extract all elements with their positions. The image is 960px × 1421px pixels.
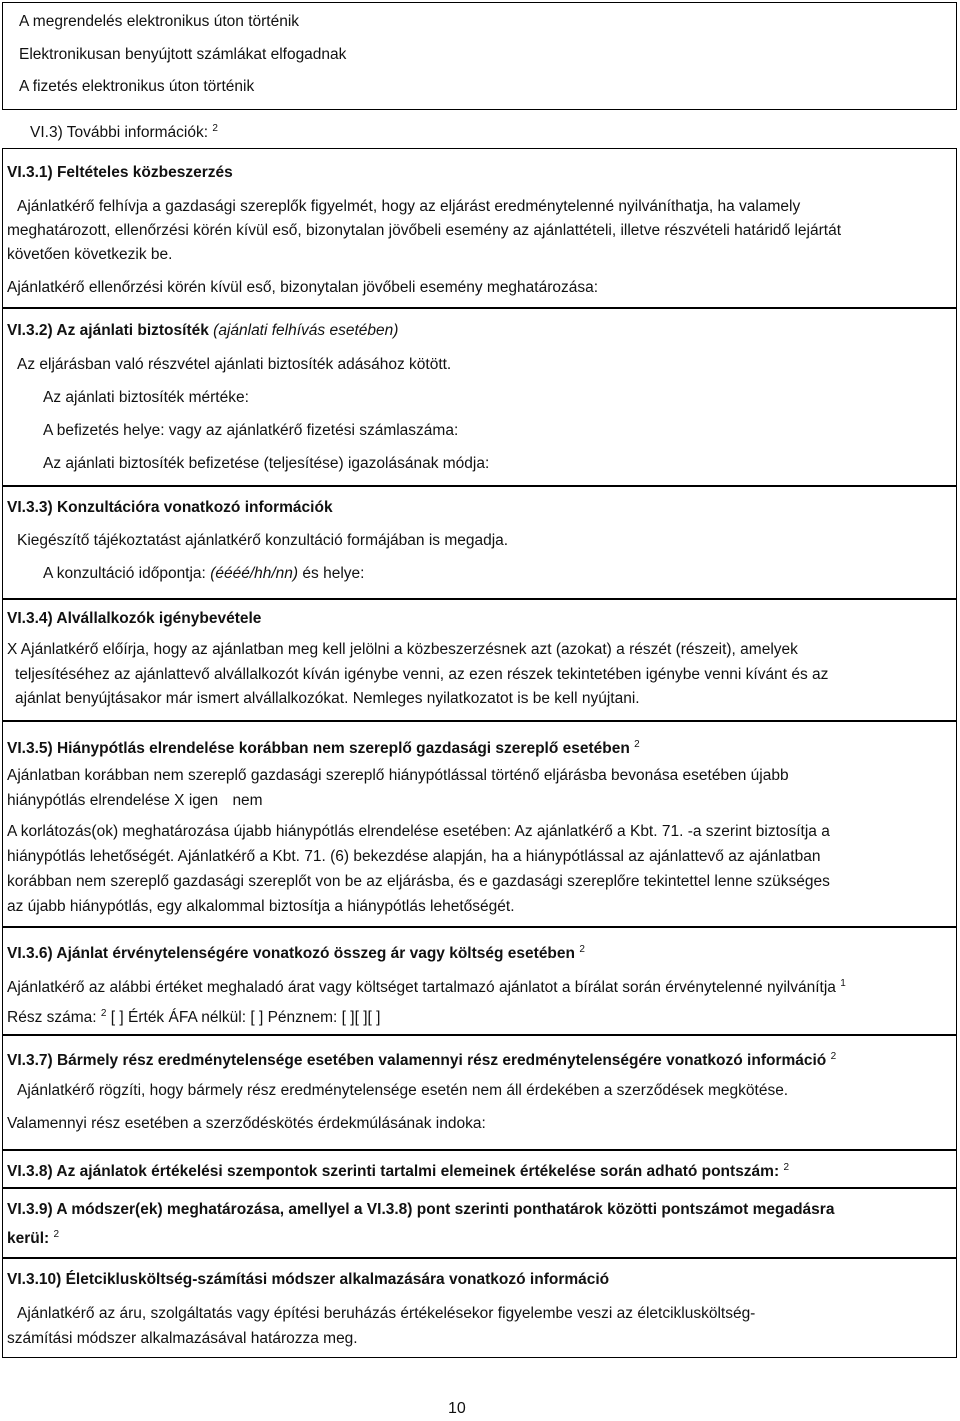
section-heading: VI.3) További információk: $^2$ xyxy=(30,123,218,141)
paragraph-line: Kiegészítő tájékoztatást ajánlatkérő konzultáció formájában is megadja. xyxy=(17,532,509,549)
paragraph-line: ajánlat benyújtásakor már ismert alvállalkozókat. Nemleges nyilatkozatot is be kell nyújtani. xyxy=(15,690,640,707)
section-box-5 xyxy=(2,599,957,721)
section-title: VI.3.10) Életciklusköltség-számítási módszer alkalmazására vonatkozó információ xyxy=(7,1271,610,1288)
section-box-2 xyxy=(2,148,957,308)
section-box-9 xyxy=(2,1150,957,1188)
section-title: VI.3.1) Feltételes közbeszerzés xyxy=(7,164,233,181)
paragraph-line: A konzultáció időpontja: (éééé/hh/nn) és helye: xyxy=(43,565,365,582)
paragraph-line: Ajánlatkérő ellenőrzési körén kívül eső, bizonytalan jövőbeli esemény meghatározása: xyxy=(7,279,599,296)
section-title: VI.3.4) Alvállalkozók igénybevétele xyxy=(7,610,262,627)
paragraph-line: követően következik be. xyxy=(7,246,173,263)
paragraph-line: A befizetés helye: vagy az ajánlatkérő fizetési számlaszáma: xyxy=(43,422,459,439)
section-box-10 xyxy=(2,1188,957,1258)
paragraph-line: Valamennyi rész esetében a szerződéskötés érdekmúlásának indoka: xyxy=(7,1115,486,1132)
section-box-4 xyxy=(2,486,957,599)
list-item: A megrendelés elektronikus úton történik xyxy=(19,13,300,30)
section-title: VI.3.2) Az ajánlati biztosíték (ajánlati felhívás esetében) xyxy=(7,322,399,339)
section-box-7 xyxy=(2,927,957,1035)
section-box-11 xyxy=(2,1258,957,1358)
paragraph-line: Ajánlatkérő az áru, szolgáltatás vagy építési beruházás értékelésekor figyelembe veszi az életciklusköltség- xyxy=(17,1305,756,1322)
paragraph-line: Ajánlatkérő az alábbi értéket meghaladó árat vagy költséget tartalmazó ajánlatot a bírálat során érvénytelenné nyilvánítja $^1$ xyxy=(7,978,846,996)
section-title-continued: kerül: $^2$ xyxy=(7,1229,60,1247)
paragraph-line: Ajánlatkérő felhívja a gazdasági szereplők figyelmét, hogy az eljárást eredménytelenné nyilváníthatja, ha valamely xyxy=(17,198,801,215)
page-number: 10 xyxy=(448,1400,466,1417)
paragraph-line: Az ajánlati biztosíték mértéke: xyxy=(43,389,249,406)
paragraph-line: hiánypótlás lehetőségét. Ajánlatkérő a Kbt. 71. (6) bekezdése alapján, ha a hiánypótlással az ajánlattevő az ajánlatban xyxy=(7,848,821,865)
section-title: VI.3.9) A módszer(ek) meghatározása, amellyel a VI.3.8) pont szerinti ponthatárok közötti pontszámot megadásra xyxy=(7,1201,835,1218)
section-box-6 xyxy=(2,721,957,927)
paragraph-line: Rész száma: $^2$ [ ] Érték ÁFA nélkül: [ ] Pénznem: [ ][ ][ ] xyxy=(7,1008,381,1026)
paragraph-line: hiánypótlás elrendelése X igen nem xyxy=(7,792,263,809)
paragraph-line: számítási módszer alkalmazásával határozza meg. xyxy=(7,1330,358,1347)
section-title: VI.3.5) Hiánypótlás elrendelése korábban nem szereplő gazdasági szereplő esetében $^2$ xyxy=(7,739,640,757)
section-box-1 xyxy=(2,2,957,110)
paragraph-line: meghatározott, ellenőrzési körén kívül eső, bizonytalan jövőbeli esemény az ajánlattételi, illetve részvételi határidő lejártát xyxy=(7,222,842,239)
paragraph-line: teljesítéséhez az ajánlattevő alvállalkozót kíván igénybe venni, az ezen részek tekintetében igénybe venni kívánt és az xyxy=(15,666,829,683)
list-item: A fizetés elektronikus úton történik xyxy=(19,78,255,95)
paragraph-line: az újabb hiánypótlás, egy alkalommal biztosítja a hiánypótlás lehetőségét. xyxy=(7,898,515,915)
section-box-8 xyxy=(2,1035,957,1150)
list-item: Elektronikusan benyújtott számlákat elfogadnak xyxy=(19,46,347,63)
paragraph-line: Ajánlatkérő rögzíti, hogy bármely rész eredménytelensége esetén nem áll érdekében a szerződések megkötése. xyxy=(17,1082,789,1099)
paragraph-line: Az eljárásban való részvétel ajánlati biztosíték adásához kötött. xyxy=(17,356,452,373)
section-title: VI.3.3) Konzultációra vonatkozó információk xyxy=(7,499,333,516)
section-title: VI.3.8) Az ajánlatok értékelési szempontok szerinti tartalmi elemeinek értékelése során adható pontszám: $^2$ xyxy=(7,1162,789,1180)
paragraph-line: Ajánlatban korábban nem szereplő gazdasági szereplő hiánypótlással történő eljárásba bevonása esetében újabb xyxy=(7,767,789,784)
paragraph-line: korábban nem szereplő gazdasági szereplőt von be az eljárásba, és e gazdasági szereplőre tekintettel lenne szükséges xyxy=(7,873,830,890)
section-title: VI.3.6) Ajánlat érvénytelenségére vonatkozó összeg ár vagy költség esetében $^2$ xyxy=(7,944,585,962)
paragraph-line: X Ajánlatkérő előírja, hogy az ajánlatban meg kell jelölni a közbeszerzésnek azt (azokat) a részét (részeit), amelyek xyxy=(7,641,798,658)
paragraph-line: Az ajánlati biztosíték befizetése (teljesítése) igazolásának módja: xyxy=(43,455,490,472)
section-title: VI.3.7) Bármely rész eredménytelensége esetében valamennyi rész eredménytelenségére vonatkozó információ $^2$ xyxy=(7,1051,837,1069)
paragraph-line: A korlátozás(ok) meghatározása újabb hiánypótlás elrendelése esetében: Az ajánlatkérő a Kbt. 71. -a szerint biztosítja a xyxy=(7,823,830,840)
section-box-3 xyxy=(2,308,957,486)
